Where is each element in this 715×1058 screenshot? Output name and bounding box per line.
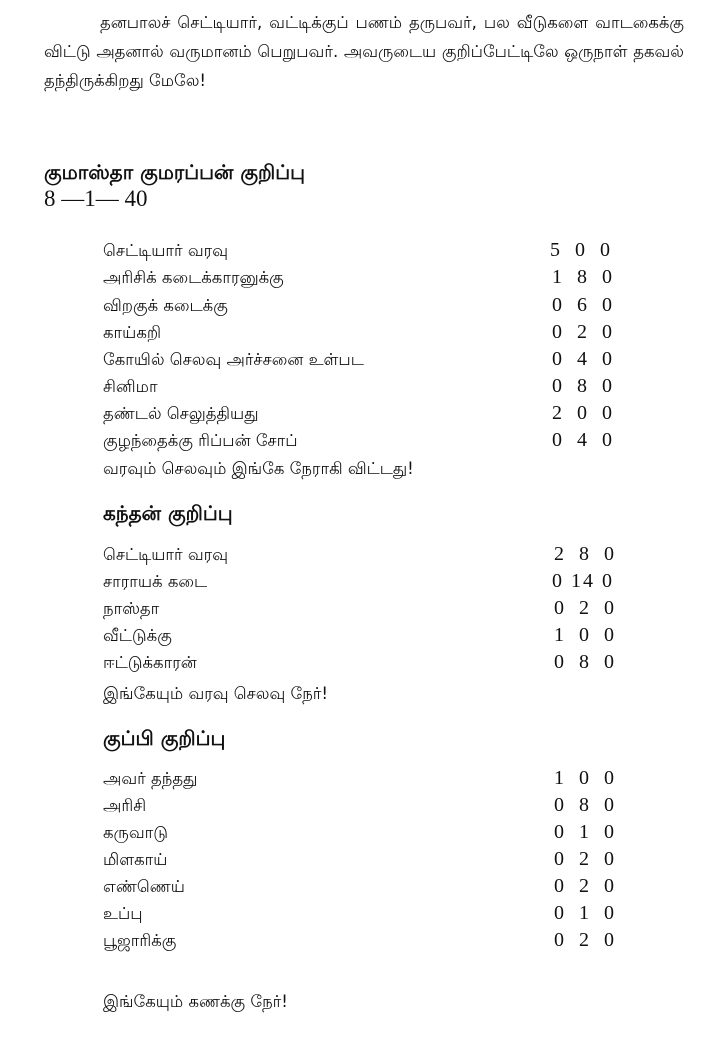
item-amount: 0 2 0 xyxy=(554,848,619,870)
item-amount: 5 0 0 xyxy=(550,239,615,261)
ledger-row xyxy=(103,877,623,903)
ledger-row xyxy=(103,323,623,349)
item-label: குழந்தைக்கு ரிப்பன் சோப் xyxy=(103,431,298,450)
section-note: இங்கேயும் வரவு செலவு நேர்! xyxy=(103,684,329,703)
ledger-row xyxy=(103,431,623,457)
item-amount: 0 8 0 xyxy=(554,651,619,673)
ledger-row xyxy=(103,796,623,822)
item-amount: 0 2 0 xyxy=(554,929,619,951)
item-amount: 2 0 0 xyxy=(552,402,617,424)
item-label: செட்டியார் வரவு xyxy=(103,545,228,564)
ledger-row xyxy=(103,572,623,598)
ledger-row xyxy=(103,931,623,957)
item-label: தண்டல் செலுத்தியது xyxy=(103,404,259,423)
item-label: செட்டியார் வரவு xyxy=(103,241,228,260)
item-label: எண்ணெய் xyxy=(103,877,185,896)
ledger-row xyxy=(103,626,623,652)
item-amount: 0 4 0 xyxy=(552,348,617,370)
ledger-row xyxy=(103,296,623,322)
item-amount: 0 14 0 xyxy=(552,570,614,592)
item-label: அவர் தந்தது xyxy=(103,769,198,788)
item-amount: 0 8 0 xyxy=(554,794,619,816)
item-label: அரிசிக் கடைக்காரனுக்கு xyxy=(103,268,284,287)
ledger-row xyxy=(103,377,623,403)
section-title-kumarappan: குமாஸ்தா குமரப்பன் குறிப்பு xyxy=(44,160,305,184)
section-note: வரவும் செலவும் இங்கே நேராகி விட்டது! xyxy=(103,459,414,478)
ledger-row xyxy=(103,268,623,294)
item-amount: 1 0 0 xyxy=(554,624,619,646)
section-note: இங்கேயும் கணக்கு நேர்! xyxy=(103,992,288,1011)
ledger-row xyxy=(103,904,623,930)
item-amount: 0 2 0 xyxy=(552,321,617,343)
item-label: வீட்டுக்கு xyxy=(103,626,172,645)
ledger-row xyxy=(103,769,623,795)
ledger-row xyxy=(103,823,623,849)
item-amount: 0 8 0 xyxy=(552,375,617,397)
entry-date: 8 —1— 40 xyxy=(44,186,148,211)
intro-paragraph xyxy=(44,8,684,95)
item-label: உப்பு xyxy=(103,904,143,923)
item-label: கருவாடு xyxy=(103,823,168,842)
ledger-row xyxy=(103,653,623,679)
intro-text: தனபாலச் செட்டியார், வட்டிக்குப் பணம் தருபவர், பல வீடுகளை வாடகைக்கு விட்டு அதனால் வருமானம் பெறுபவர். அவருடைய குறிப்பேட்டிலே ஒருநாள் தகவல் தந்திருக்கிறது மேலே! xyxy=(44,13,684,90)
ledger-row xyxy=(103,241,623,267)
section-title-kandhan: கந்தன் குறிப்பு xyxy=(103,501,233,525)
item-amount: 1 0 0 xyxy=(554,767,619,789)
item-amount: 1 8 0 xyxy=(552,266,617,288)
section-title-kuppi: குப்பி குறிப்பு xyxy=(103,726,226,750)
item-amount: 2 8 0 xyxy=(554,543,619,565)
ledger-row xyxy=(103,850,623,876)
item-label: நாஸ்தா xyxy=(103,599,160,618)
item-amount: 0 1 0 xyxy=(554,902,619,924)
ledger-row xyxy=(103,350,623,376)
item-label: காய்கறி xyxy=(103,323,162,342)
item-amount: 0 4 0 xyxy=(552,429,617,451)
item-label: சாராயக் கடை xyxy=(103,572,208,591)
item-label: விறகுக் கடைக்கு xyxy=(103,296,228,315)
item-label: சினிமா xyxy=(103,377,158,396)
item-amount: 0 6 0 xyxy=(552,294,617,316)
item-amount: 0 2 0 xyxy=(554,597,619,619)
item-label: அரிசி xyxy=(103,796,147,815)
item-label: கோயில் செலவு அர்ச்சனை உள்பட xyxy=(103,350,364,369)
item-label: பூஜாரிக்கு xyxy=(103,931,177,950)
item-amount: 0 2 0 xyxy=(554,875,619,897)
ledger-row xyxy=(103,599,623,625)
item-amount: 0 1 0 xyxy=(554,821,619,843)
ledger-row xyxy=(103,545,623,571)
item-label: மிளகாய் xyxy=(103,850,168,869)
ledger-row xyxy=(103,404,623,430)
item-label: ஈட்டுக்காரன் xyxy=(103,653,197,672)
